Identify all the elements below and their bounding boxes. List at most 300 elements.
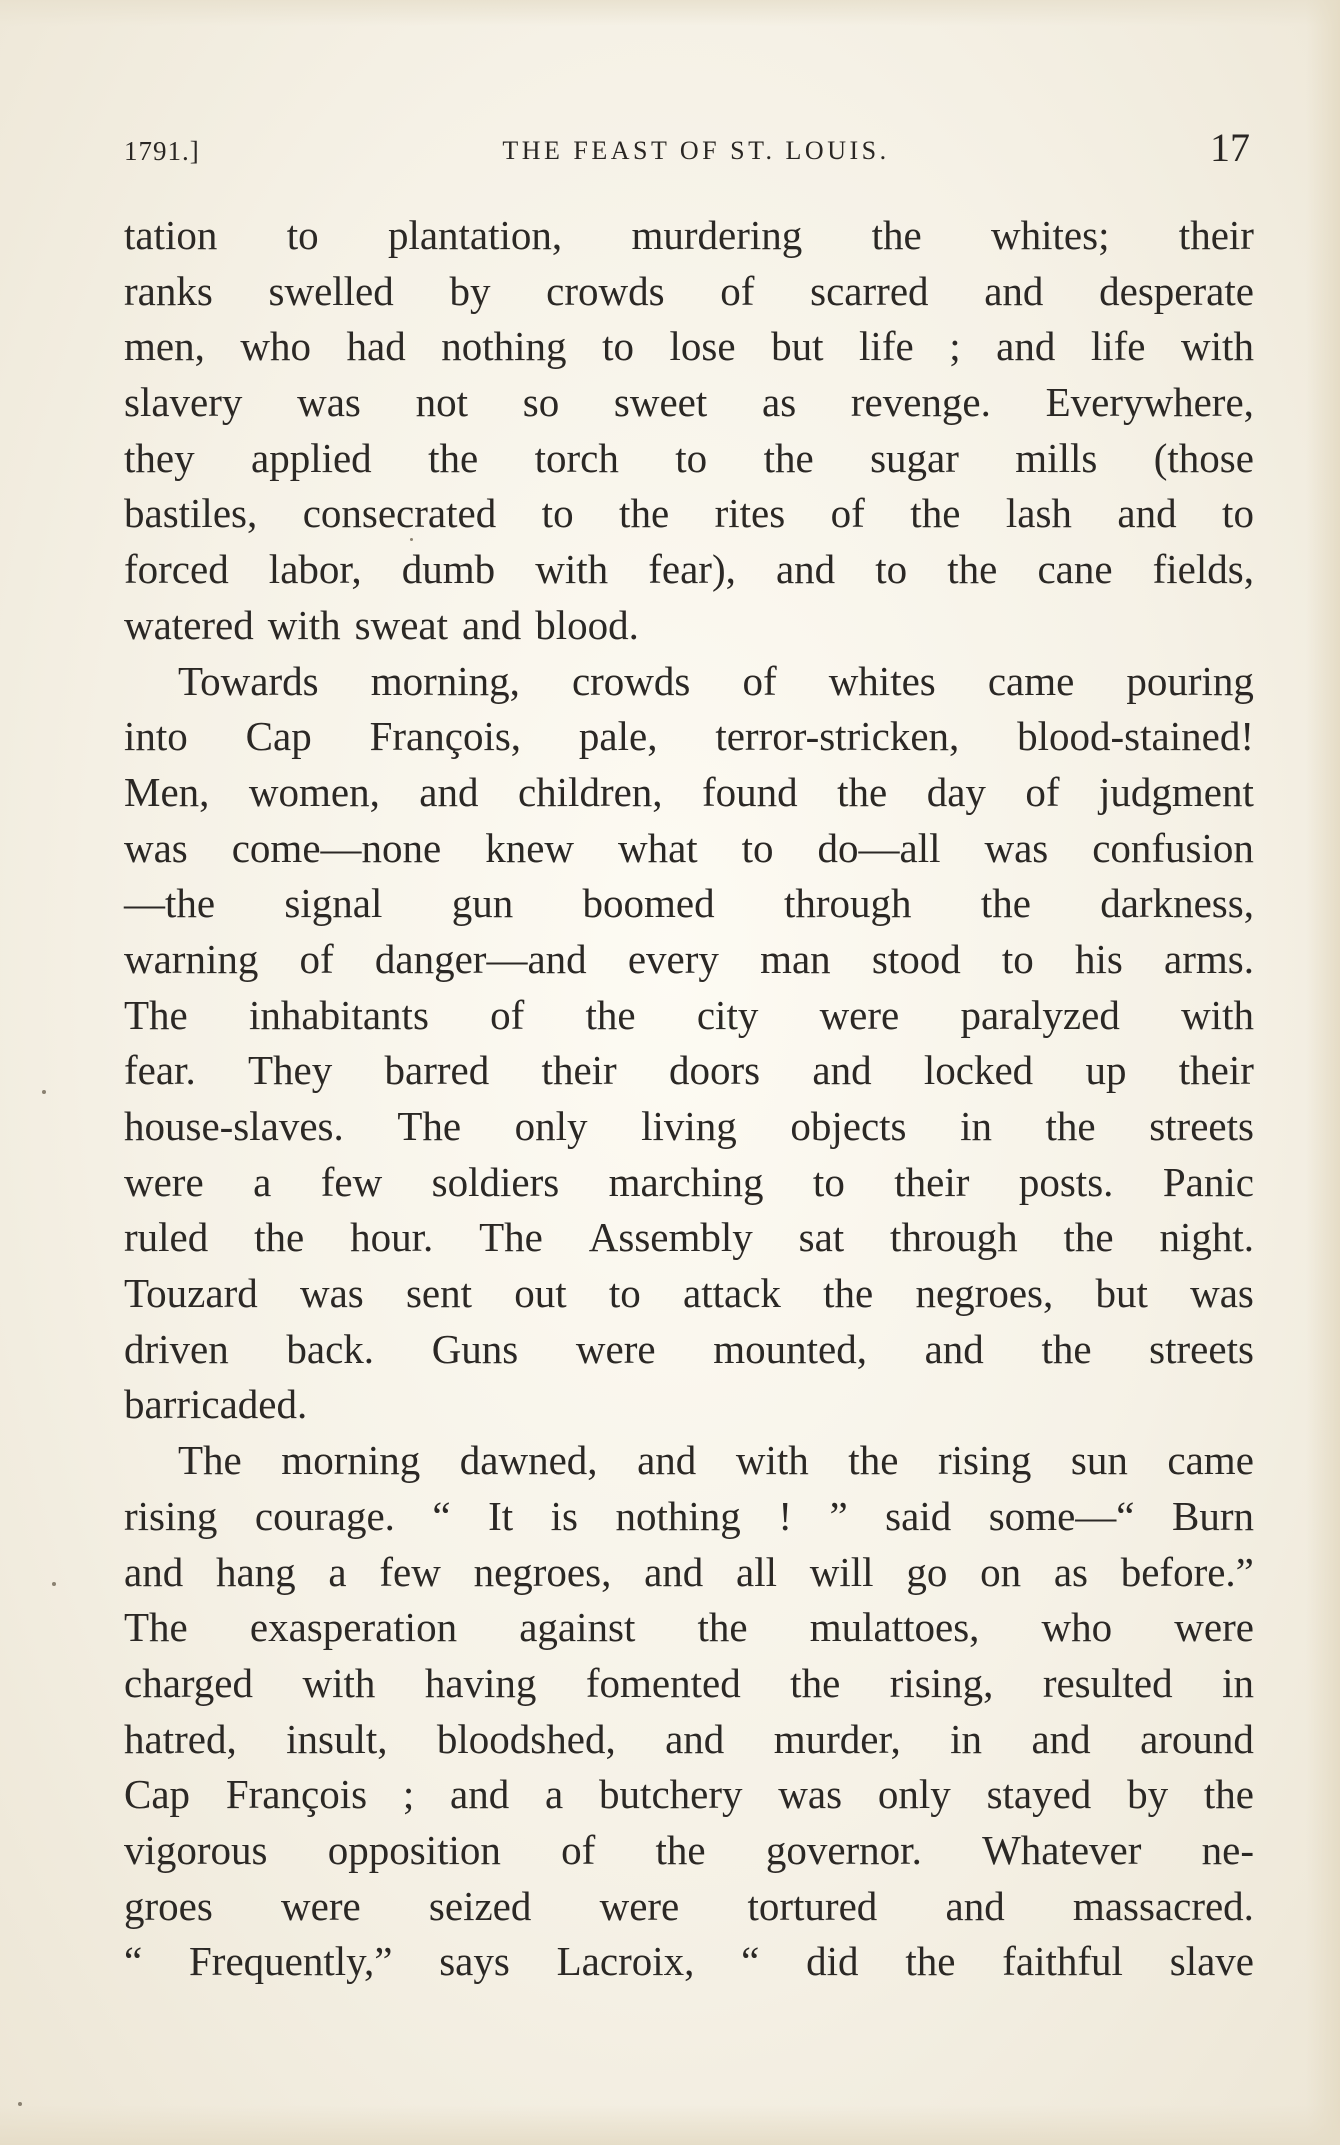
word: women, [248, 768, 380, 815]
running-header-year: 1791.] [124, 136, 200, 166]
word: the [428, 434, 479, 481]
word: desperate [1099, 267, 1254, 314]
word: ; [949, 323, 961, 370]
word: morning, [370, 657, 520, 704]
word: the [947, 546, 998, 593]
word: sugar [870, 434, 959, 481]
text-line [124, 821, 1254, 877]
word: sat [798, 1214, 845, 1261]
word: They [248, 1047, 333, 1094]
word: The [178, 1437, 242, 1484]
word: insult, [286, 1715, 388, 1762]
word: scarred [810, 267, 929, 314]
word: few [379, 1548, 441, 1595]
word: men, [124, 323, 205, 370]
word: streets [1149, 1103, 1254, 1149]
word: Whatever [982, 1826, 1142, 1873]
paper-speck [42, 1090, 46, 1094]
word: paralyzed [960, 991, 1120, 1038]
word: stood [871, 935, 961, 982]
word: life [859, 323, 914, 370]
word: and [1117, 490, 1177, 537]
word: against [519, 1604, 636, 1651]
word: is [550, 1492, 579, 1539]
word: was [124, 824, 188, 871]
word: with [1181, 991, 1254, 1038]
word: and [644, 1548, 704, 1595]
word: a [328, 1548, 347, 1595]
word: the [585, 991, 636, 1038]
word: negroes, [915, 1270, 1054, 1317]
word: to [875, 546, 908, 593]
word: dawned, [459, 1437, 598, 1484]
word: watered [124, 601, 254, 648]
word: slave [1169, 1938, 1254, 1985]
text-line [124, 264, 1254, 320]
text-line [124, 486, 1254, 542]
word: mulattoes, [809, 1604, 980, 1651]
word: governor. [765, 1826, 922, 1873]
word: the [910, 490, 961, 537]
word: and [984, 267, 1044, 314]
word: of [561, 1826, 596, 1873]
word: François [225, 1771, 368, 1818]
word: confusion [1092, 824, 1254, 871]
word: did [806, 1938, 859, 1985]
word: before.” [1120, 1548, 1254, 1595]
text-line [124, 375, 1254, 431]
word: fomented [585, 1659, 741, 1706]
word: were [819, 991, 900, 1038]
word: The [397, 1103, 462, 1149]
text-line [124, 765, 1254, 821]
word: ne- [1201, 1826, 1254, 1873]
word: every [627, 935, 719, 982]
word: and [775, 546, 836, 593]
text-line [124, 319, 1254, 375]
word: the [980, 880, 1031, 927]
word: labor, [268, 546, 362, 593]
word: Panic [1162, 1158, 1254, 1205]
word: on [980, 1548, 1022, 1595]
word: to [602, 323, 634, 370]
word: sweat [354, 601, 449, 648]
text-line [124, 1433, 1254, 1489]
word: in [950, 1715, 983, 1762]
word: of [742, 657, 777, 704]
word: came [987, 657, 1075, 704]
word: darkness, [1100, 880, 1254, 927]
word: a [545, 1771, 564, 1818]
word: his [1075, 935, 1123, 982]
word: “ [124, 1938, 143, 1985]
word: Assembly [588, 1214, 753, 1261]
word: back. [286, 1325, 375, 1372]
word: house-slaves. [124, 1103, 344, 1149]
word: Burn [1171, 1492, 1254, 1539]
word: butchery [599, 1771, 743, 1818]
running-header [124, 118, 1254, 178]
word: in [960, 1103, 992, 1149]
word: objects [790, 1103, 907, 1149]
word: and [665, 1715, 725, 1762]
word: slavery [124, 379, 243, 426]
word: and [996, 323, 1056, 370]
word: consecrated [302, 490, 497, 537]
word: not [415, 379, 469, 426]
word: around [1140, 1715, 1254, 1762]
word: resulted [1042, 1659, 1173, 1706]
word: were [281, 1882, 361, 1929]
word: Cap [245, 713, 312, 760]
word: to [1001, 935, 1034, 982]
word: François, [369, 713, 522, 760]
word: the [848, 1437, 899, 1484]
word: will [809, 1548, 874, 1595]
word: charged [124, 1659, 254, 1706]
word: Guns [431, 1325, 519, 1372]
word: to [608, 1270, 641, 1317]
word: their [541, 1047, 617, 1094]
word: faithful [1002, 1938, 1123, 1985]
word: the [619, 490, 670, 537]
word: with [1181, 323, 1254, 370]
word: they [124, 434, 195, 481]
word: streets [1149, 1325, 1254, 1372]
word: groes [124, 1882, 213, 1929]
word: the [823, 1270, 874, 1317]
word: fear. [124, 1047, 196, 1094]
word: in [1222, 1659, 1254, 1706]
word: was [299, 1270, 364, 1317]
text-line [124, 709, 1254, 765]
word: ” [829, 1492, 848, 1539]
word: revenge. [850, 379, 991, 426]
word: blood. [535, 601, 639, 648]
word: crowds [571, 657, 691, 704]
word: up [1085, 1047, 1127, 1094]
text-line [124, 1545, 1254, 1601]
word: through [890, 1214, 1018, 1261]
word: city [696, 991, 759, 1038]
word: Men, [124, 768, 210, 815]
word: fear), [648, 546, 736, 593]
text-line [124, 1879, 1254, 1935]
word: forced [124, 546, 229, 593]
body-text [124, 208, 1254, 1990]
running-header-title: THE FEAST OF ST. LOUIS. [502, 136, 890, 165]
word: dumb [401, 546, 496, 593]
word: day [926, 768, 986, 815]
word: attack [683, 1270, 781, 1317]
word: the [1203, 1771, 1254, 1818]
word: by [1127, 1771, 1169, 1818]
word: pale, [578, 713, 658, 760]
text-line [124, 208, 1254, 264]
word: vigorous [124, 1826, 268, 1873]
word: children, [517, 768, 663, 815]
word: the [1041, 1325, 1092, 1372]
word: blood-stained! [1017, 713, 1254, 760]
word: Touzard [124, 1270, 258, 1317]
word: man [760, 935, 831, 982]
paper-speck [18, 2102, 22, 2106]
page-bottom-edge [0, 2105, 1340, 2145]
word: swelled [268, 267, 394, 314]
word: seized [428, 1882, 532, 1929]
word: of [1025, 768, 1060, 815]
word: having [424, 1659, 537, 1706]
word: (those [1153, 434, 1254, 481]
word: “ [432, 1492, 451, 1539]
word: come—none [231, 824, 442, 871]
word: the [790, 1659, 841, 1706]
word: to [286, 212, 319, 258]
word: mounted, [713, 1325, 867, 1372]
word: was [1190, 1270, 1254, 1317]
text-line [124, 1489, 1254, 1545]
word: the [697, 1604, 748, 1651]
page-number: 17 [1210, 125, 1250, 170]
text-line [124, 1266, 1254, 1322]
word: inhabitants [248, 991, 429, 1038]
word: rising [124, 1492, 218, 1539]
word: the [871, 212, 922, 258]
text-line [124, 932, 1254, 988]
word: by [449, 267, 491, 314]
word: their [1178, 1047, 1254, 1094]
word: hour. [350, 1214, 434, 1261]
text-line [124, 1322, 1254, 1378]
word: and [1031, 1715, 1091, 1762]
word: nothing [615, 1492, 741, 1539]
word: to [675, 434, 708, 481]
word: with [735, 1437, 809, 1484]
word: The [124, 991, 188, 1038]
text-line [124, 542, 1254, 598]
word: with [535, 546, 609, 593]
word: life [1090, 323, 1146, 370]
text-line [124, 1210, 1254, 1266]
word: only [877, 1771, 951, 1818]
word: some—“ [988, 1492, 1135, 1539]
word: but [1095, 1270, 1148, 1317]
word: with [267, 601, 341, 648]
word: Towards [178, 657, 319, 704]
word: negroes, [473, 1548, 612, 1595]
word: the [905, 1938, 956, 1985]
text-line [124, 1823, 1254, 1879]
word: warning [124, 935, 259, 982]
word: and [924, 1325, 984, 1372]
word: of [720, 267, 755, 314]
word: murder, [773, 1715, 901, 1762]
word: sent [405, 1270, 473, 1317]
word: and [124, 1548, 184, 1595]
word: their [1178, 212, 1254, 258]
text-line [124, 1712, 1254, 1768]
word: judgment [1099, 768, 1254, 815]
word: to [541, 490, 574, 537]
word: bloodshed, [436, 1715, 616, 1762]
word: pouring [1126, 657, 1254, 704]
word: the [1045, 1103, 1096, 1149]
word: was [297, 379, 361, 426]
word: doors [668, 1047, 761, 1094]
word: Everywhere, [1045, 379, 1254, 426]
word: the [763, 434, 814, 481]
word: few [320, 1158, 383, 1205]
word: tation [124, 212, 218, 258]
word: boomed [582, 880, 715, 927]
word: the [837, 768, 888, 815]
word: into [124, 713, 188, 760]
word: were [124, 1158, 204, 1205]
word: all [736, 1548, 778, 1595]
word: their [894, 1158, 970, 1205]
word: the [655, 1826, 706, 1873]
word: danger—and [374, 935, 587, 982]
word: and [812, 1047, 872, 1094]
word: Lacroix, [556, 1938, 695, 1985]
word: with [302, 1659, 376, 1706]
word: barred [384, 1047, 490, 1094]
word: exasperation [249, 1604, 458, 1651]
word: posts. [1018, 1158, 1114, 1205]
word: out [514, 1270, 567, 1317]
word: driven [124, 1325, 229, 1372]
word: night. [1159, 1214, 1254, 1261]
word: whites [828, 657, 936, 704]
word: the [1063, 1214, 1114, 1261]
word: and [450, 1771, 510, 1818]
word: nothing [441, 323, 567, 370]
word: lose [669, 323, 736, 370]
word: torch [534, 434, 619, 481]
word: was [984, 824, 1049, 871]
word: massacred. [1072, 1882, 1254, 1929]
word: who [1041, 1604, 1113, 1651]
word: as [762, 379, 797, 426]
text-line [124, 1377, 1254, 1433]
word: go [906, 1548, 948, 1595]
word: do—all [817, 824, 941, 871]
word: of [299, 935, 334, 982]
word: of [490, 991, 525, 1038]
paper-speck [52, 1582, 56, 1586]
word: Cap [124, 1771, 191, 1818]
word: whites; [991, 212, 1110, 258]
word: soldiers [431, 1158, 560, 1205]
text-line [124, 598, 1254, 654]
word: ! [778, 1492, 792, 1539]
word: Frequently,” [189, 1938, 393, 1985]
word: morning [281, 1437, 421, 1484]
text-line [124, 654, 1254, 710]
word: but [771, 323, 824, 370]
word: hatred, [124, 1715, 237, 1762]
word: to [741, 824, 774, 871]
word: rising [937, 1437, 1032, 1484]
word: so [522, 379, 560, 426]
word: lash [1005, 490, 1072, 537]
word: knew [485, 824, 574, 871]
text-line [124, 876, 1254, 932]
word: and [419, 768, 479, 815]
word: rising, [889, 1659, 994, 1706]
word: signal [284, 880, 383, 927]
word: only [514, 1103, 588, 1149]
word: were [599, 1882, 680, 1929]
text-line [124, 1934, 1254, 1990]
word: ranks [124, 267, 213, 314]
text-line [124, 1155, 1254, 1211]
text-line [124, 988, 1254, 1044]
word: stayed [986, 1771, 1092, 1818]
word: “ [741, 1938, 760, 1985]
word: the [254, 1214, 305, 1261]
word: who [240, 323, 311, 370]
word: rites [714, 490, 786, 537]
word: to [1222, 490, 1254, 537]
word: tortured [747, 1882, 878, 1929]
word: living [641, 1103, 737, 1149]
word: came [1167, 1437, 1254, 1484]
word: cane [1037, 546, 1113, 593]
word: found [702, 768, 798, 815]
text-line [124, 431, 1254, 487]
word: The [479, 1214, 543, 1261]
word: said [885, 1492, 952, 1539]
word: bastiles, [124, 490, 258, 537]
word: what [617, 824, 698, 871]
word: hang [215, 1548, 296, 1595]
word: ; [402, 1771, 415, 1818]
word: arms. [1164, 935, 1254, 982]
word: says [439, 1938, 510, 1985]
word: and [945, 1882, 1005, 1929]
word: gun [451, 880, 514, 927]
word: It [488, 1492, 514, 1539]
word: —the [124, 880, 216, 927]
word: plantation, [387, 212, 563, 258]
word: mills [1015, 434, 1098, 481]
word: opposition [327, 1826, 501, 1873]
word: The [124, 1604, 188, 1651]
word: crowds [546, 267, 665, 314]
text-line [124, 1656, 1254, 1712]
word: and [637, 1437, 697, 1484]
word: marching [608, 1158, 764, 1205]
word: ruled [124, 1214, 209, 1261]
word: a [253, 1158, 272, 1205]
word: were [1174, 1604, 1254, 1651]
word: had [346, 323, 406, 370]
page-top-edge [0, 0, 1340, 26]
word: applied [251, 434, 372, 481]
word: sun [1070, 1437, 1128, 1484]
word: through [783, 880, 912, 927]
word: of [830, 490, 865, 537]
word: murdering [631, 212, 803, 258]
word: terror-stricken, [715, 713, 960, 760]
text-line [124, 1767, 1254, 1823]
word: was [778, 1771, 843, 1818]
word: courage. [254, 1492, 395, 1539]
page-right-edge [1306, 0, 1340, 2145]
word: barricaded. [124, 1381, 308, 1428]
word: to [812, 1158, 845, 1205]
